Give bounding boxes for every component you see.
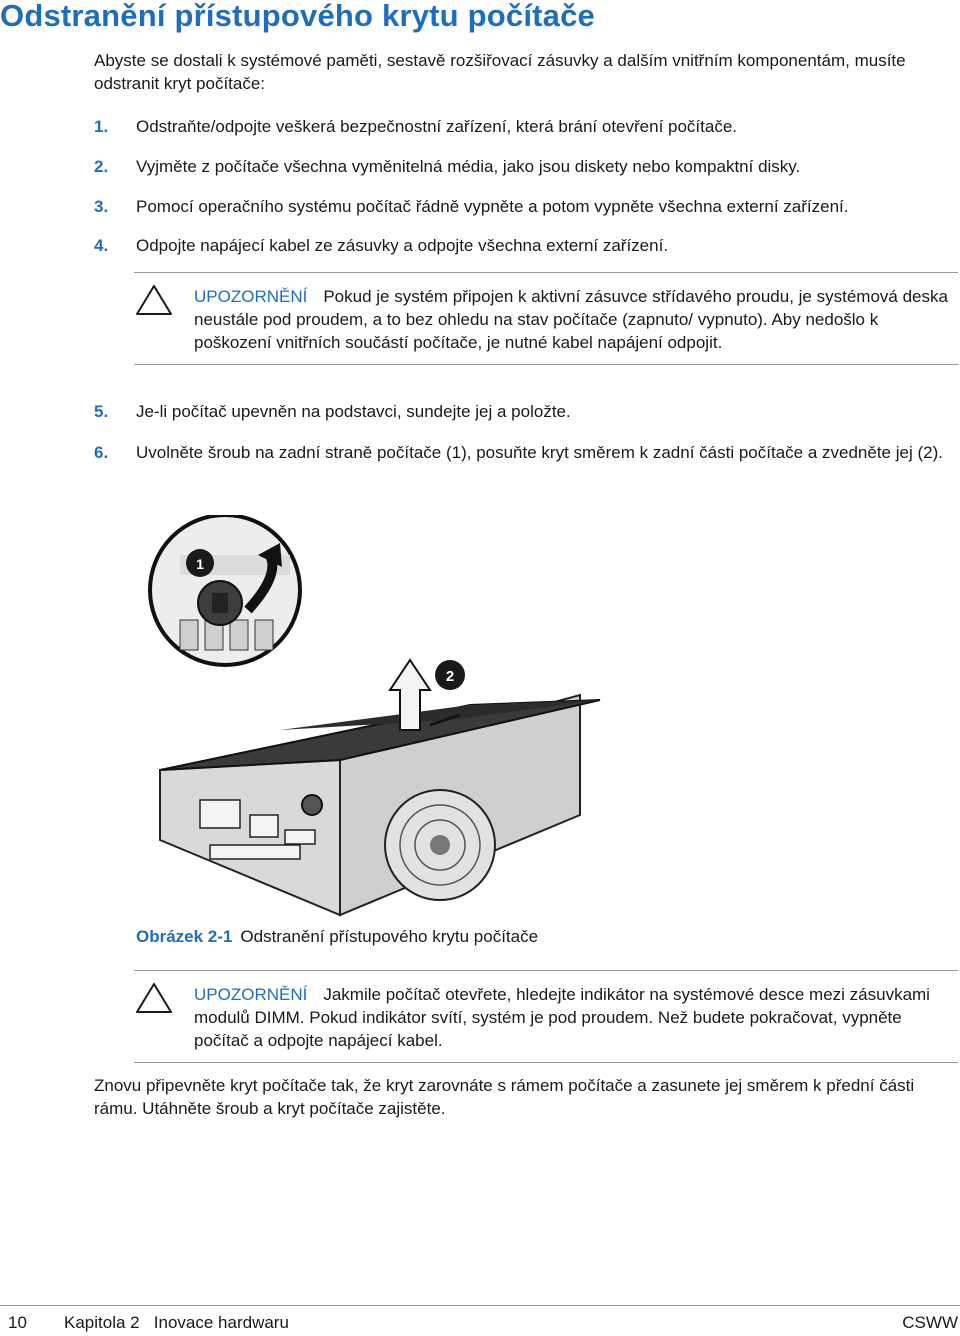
- closing-paragraph: Znovu připevněte kryt počítače tak, že kryt zarovnáte s rámem počítače a zasunete jej směrem k přední části rámu. Utáhněte šroub a kryt počítače zajistěte.: [94, 1076, 915, 1118]
- step-item: [94, 195, 954, 218]
- step-number: 1.: [94, 117, 109, 136]
- figure-caption-text: Odstranění přístupového krytu počítače: [240, 927, 539, 946]
- step-text: Pomocí operačního systému počítač řádně vypněte a potom vypněte všechna externí zařízení.: [136, 197, 849, 216]
- step-text: Odpojte napájecí kabel ze zásuvky a odpojte všechna externí zařízení.: [136, 236, 669, 255]
- step-text: Je-li počítač upevněn na podstavci, sundejte jej a položte.: [136, 402, 571, 421]
- caution-text: Jakmile počítač otevřete, hledejte indikátor na systémové desce mezi zásuvkami modulů DIMM. Pokud indikátor svítí, systém je pod proudem. Než budete pokračovat, vypněte počítač a odpojte napájecí kabel.: [194, 985, 930, 1050]
- step-number: 3.: [94, 197, 109, 216]
- step-number: 2.: [94, 157, 109, 176]
- caution-label: UPOZORNĚNÍ: [194, 985, 308, 1004]
- step-item: [94, 400, 954, 423]
- step-item: [94, 441, 954, 464]
- footer-divider: [0, 1305, 960, 1306]
- callout-2: 2: [445, 668, 455, 685]
- step-item: [94, 155, 954, 178]
- caution-box: [134, 970, 958, 1063]
- step-item: [94, 115, 954, 138]
- callout-1: 1: [196, 556, 204, 572]
- chapter-label: Kapitola 2 Inovace hardwaru: [64, 1313, 289, 1332]
- caution-label: UPOZORNĚNÍ: [194, 287, 308, 306]
- caution-text: Pokud je systém připojen k aktivní zásuvce střídavého proudu, je systémová deska neustále pod proudem, a to bez ohledu na stav počítače (zapnuto/ vypnuto). Aby nedošlo k poškození vnitřních součástí počítače, je nutné kabel napájení odpojit.: [194, 287, 948, 352]
- step-text: Odstraňte/odpojte veškerá bezpečnostní zařízení, která brání otevření počítače.: [136, 117, 738, 136]
- page-number: 10: [8, 1313, 27, 1332]
- step-number: 5.: [94, 402, 109, 421]
- step-number: 4.: [94, 236, 109, 255]
- document-code: CSWW: [902, 1313, 958, 1332]
- intro-paragraph: Abyste se dostali k systémové paměti, sestavě rozšiřovací zásuvky a dalším vnitřním komponentám, musíte odstranit kryt počítače:: [94, 51, 906, 93]
- step-item: [94, 234, 954, 257]
- step-number: 6.: [94, 443, 109, 462]
- computer-cover-illustration: [140, 515, 610, 920]
- caution-box: [134, 272, 958, 365]
- figure-caption: [136, 925, 538, 948]
- page-title: Odstranění přístupového krytu počítače: [0, 0, 595, 33]
- caution-triangle-icon: [134, 283, 174, 317]
- caution-triangle-icon: [134, 981, 174, 1015]
- step-text: Uvolněte šroub na zadní straně počítače (1), posuňte kryt směrem k zadní části počítače a zvedněte jej (2).: [136, 443, 943, 462]
- figure-caption-label: Obrázek 2-1: [136, 927, 233, 946]
- step-text: Vyjměte z počítače všechna vyměnitelná média, jako jsou diskety nebo kompaktní disky.: [136, 157, 801, 176]
